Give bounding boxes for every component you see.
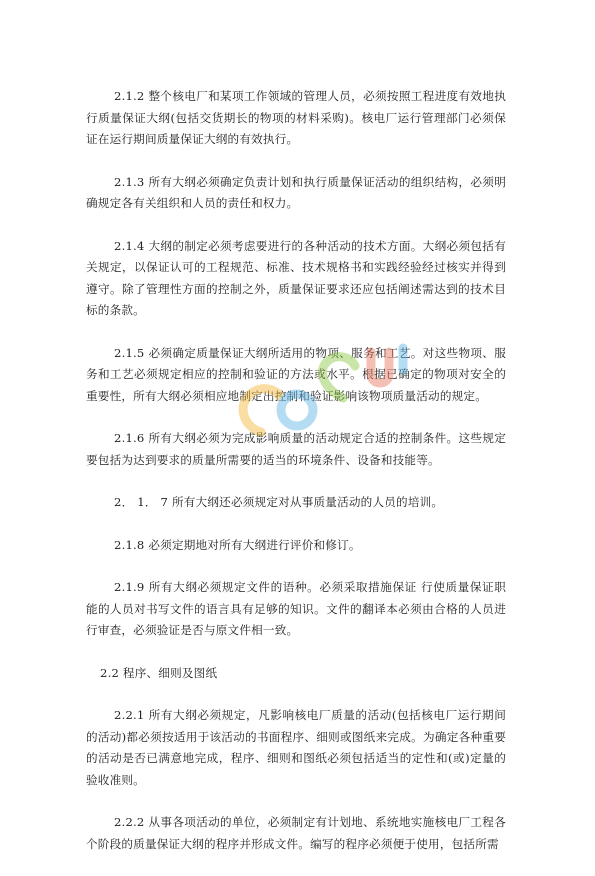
- paragraph-2-1-7: 2． 1． 7 所有大纲还必须规定对从事质量活动的人员的培训。: [114, 495, 444, 509]
- section-heading-2-2: 2.2 程序、细则及图纸: [100, 665, 218, 680]
- paragraph-2-1-9: 2.1.9 所有大纲必须规定文件的语种。必须采取措施保证 行使质量保证职能的人员对书写文件的语言具有足够的知识。文件的翻译本必须由合格的人员进行审查，必须验证是否与原文件相一致。: [86, 580, 506, 637]
- paragraph-2-2-1: 2.2.1 所有大纲必须规定，凡影响核电厂质量的活动(包括核电厂运行期间的活动)都必须按适用于该活动的书面程序、细则或图纸来完成。为确定各种重要的活动是否已满意地完成，程序、细则和图纸必须包括适当的定性和(或)定量的验收准则。: [86, 708, 506, 787]
- paragraph-2-1-5: 2.1.5 必须确定质量保证大纲所适用的物项、服务和工艺。对这些物项、服务和工艺必须规定相应的控制和验证的方法或水平。根据已确定的物项对安全的重要性，所有大纲必须相应地制定出控制和验证影响该物项质量活动的规定。: [86, 345, 506, 403]
- paragraph-2-1-3: 2.1.3 所有大纲必须确定负责计划和执行质量保证活动的组织结构，必须明确规定各有关组织和人员的责任和权力。: [86, 174, 506, 210]
- paragraph-2-1-2: 2.1.2 整个核电厂和某项工作领域的管理人员，必须按照工程进度有效地执行质量保证大纲(包括交货期长的物项的材料采购)。核电厂运行管理部门必须保证在运行期间质量保证大纲的有效执行。: [86, 89, 506, 146]
- paragraph-2-1-4: 2.1.4 大纲的制定必须考虑要进行的各种活动的技术方面。大纲必须包括有关规定，以保证认可的工程规范、标准、技术规格书和实践经验经过核实并得到遵守。除了管理性方面的控制之外，质量保证要求还应包括阐述需达到的技术目标的条款。: [86, 238, 506, 317]
- document-body: [86, 86, 506, 876]
- paragraph-2-1-8: 2.1.8 必须定期地对所有大纲进行评价和修订。: [114, 537, 361, 552]
- paragraph-2-2-2: 2.2.2 从事各项活动的单位，必须制定有计划地、系统地实施核电厂工程各个阶段的质量保证大纲的程序并形成文件。编写的程序必须便于使用，包括所需: [86, 815, 506, 851]
- paragraph-2-1-6: 2.1.6 所有大纲必须为完成影响质量的活动规定合适的控制条件。这些规定要包括为达到要求的质量所需要的适当的环境条件、设备和技能等。: [86, 431, 506, 467]
